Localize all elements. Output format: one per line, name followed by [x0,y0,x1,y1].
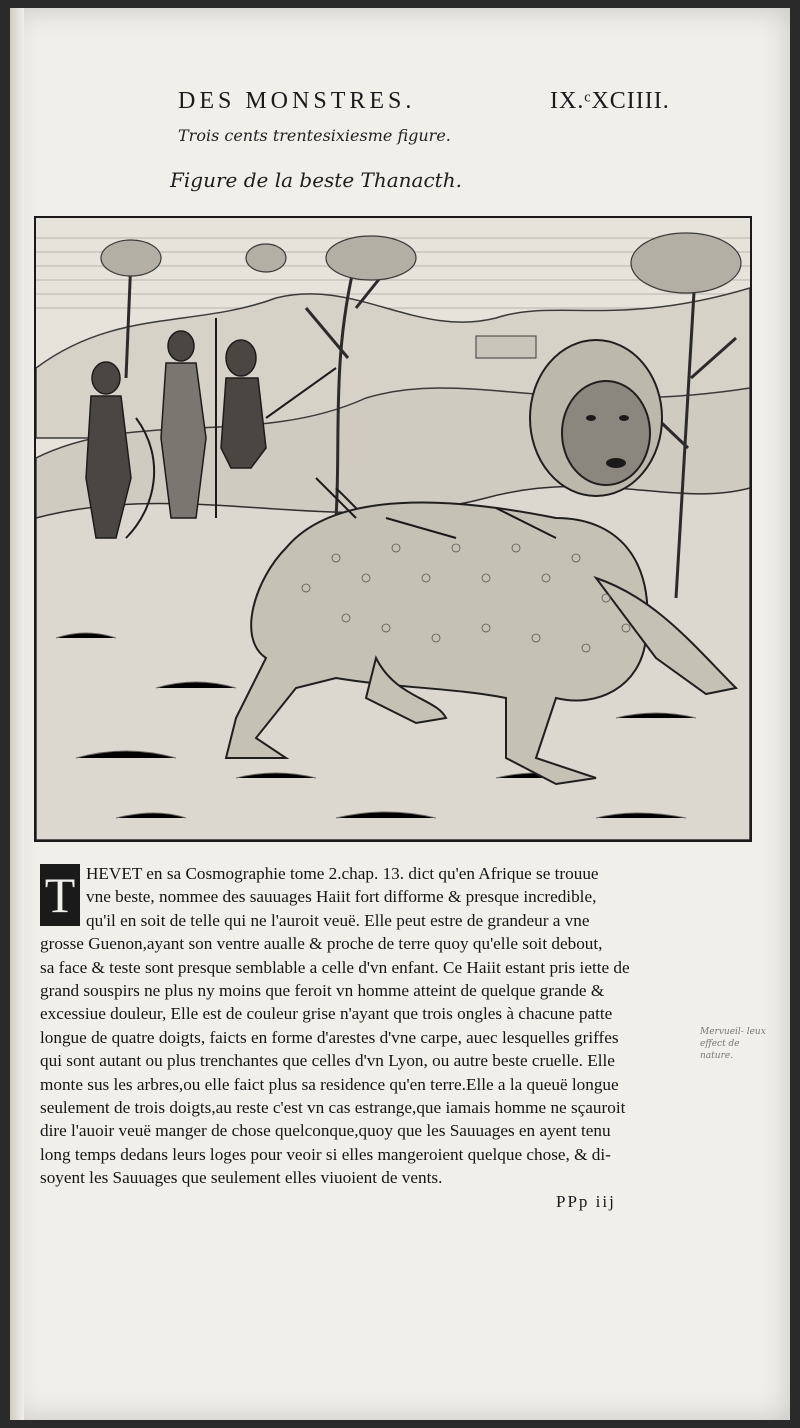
text-line: excessiue douleur, Elle est de couleur grise n'ayant que trois ongles à chacune patte [40,1004,613,1024]
text-line: longue de quatre doigts, faicts en forme d'arestes d'vne carpe, auec lesquelles griffes [40,1027,619,1047]
text-line: qu'il en soit de telle qui ne l'auroit veuë. Elle peut estre de grandeur a vne [86,910,590,930]
margin-note: Mervueil- leux effect de nature. [700,1027,766,1061]
book-page [10,8,790,1420]
text-line: qui sont autant ou plus trenchantes que celles d'vn Lyon, ou autre beste cruelle. Elle [40,1051,615,1071]
text-line: sa face & teste sont presque semblable a celle d'vn enfant. Ce Haiit estant pris iette de [40,957,630,977]
folio-number: IX.ᶜXCIIII. [550,88,670,114]
woodcut-drawing [36,218,750,840]
text-line: grosse Guenon,ayant son ventre aualle & proche de terre quoy qu'elle soit debout, [40,934,603,954]
text-line: soyent les Sauuages que seulement elles viuoient de vents. [40,1168,443,1188]
woodcut-illustration [34,216,752,842]
text-line: seulement de trois doigts,au reste c'est vn cas estrange,que iamais homme ne sçauroit [40,1098,626,1118]
running-head-title: DES MONSTRES. [178,88,416,114]
text-line: long temps dedans leurs loges pour veoir si elles mangeroient quelque chose, & di- [40,1144,611,1164]
text-line: HEVET en sa Cosmographie tome 2.chap. 13. dict qu'en Afrique se trouue [86,864,599,883]
text-line: vne beste, nommee des sauuages Haiit fort difforme & presque incredible, [86,887,597,907]
text-line: dire l'auoir veuë manger de chose quelconque,quoy que les Sauuages en ayent tenu [40,1121,611,1141]
text-line: monte sus les arbres,ou elle faict plus sa residence qu'en terre.Elle a la queuë longue [40,1074,619,1094]
figure-caption: Figure de la beste Thanacth. [170,168,462,192]
signature-mark: PPp iij [556,1192,616,1211]
figure-number-label: Trois cents trentesixiesme figure. [178,126,451,145]
decorated-initial: T [40,864,80,926]
text-line: grand souspirs ne plus ny moins que feroit vn homme atteint de quelque grande & [40,981,605,1001]
page-gutter-shadow [10,8,24,1420]
body-paragraph [40,862,702,1190]
